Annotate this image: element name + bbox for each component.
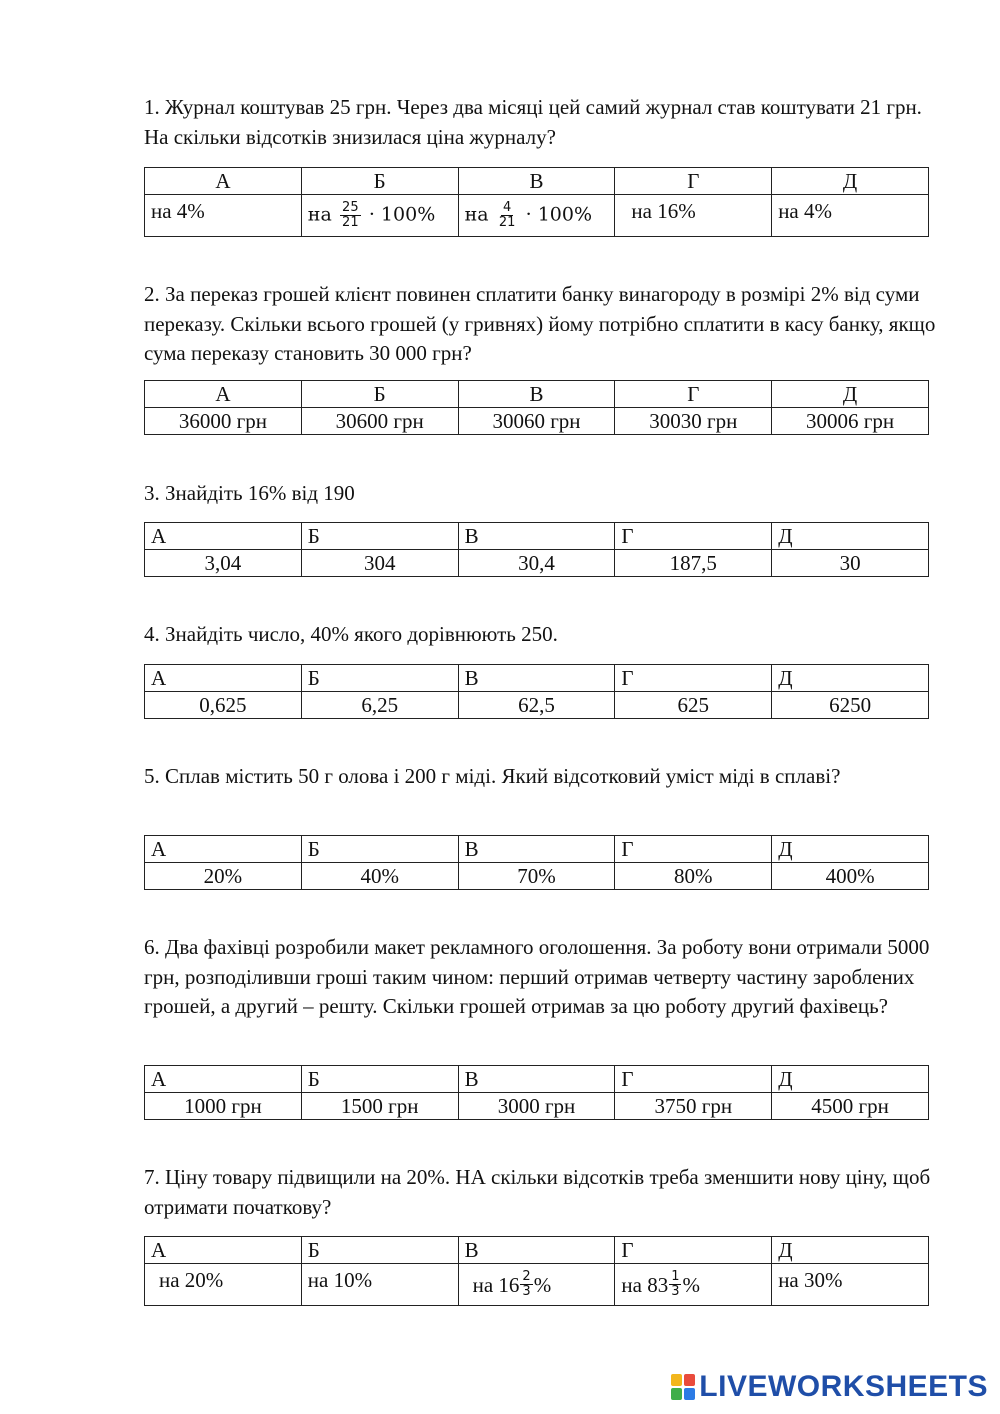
option-g-value[interactable]: 625: [615, 692, 772, 719]
question-2-text: 2. За переказ грошей клієнт повинен сплатити банку винагороду в розмірі 2% від суми переказу. Скільки всього грошей (у гривнях) йому потрібно сплатити в касу банку, якщо сума переказу становить 30 000 грн?: [144, 282, 936, 365]
option-g-header: Г: [615, 1066, 772, 1093]
option-a-header: А: [145, 1237, 302, 1264]
option-a-header: А: [145, 665, 302, 692]
liveworksheets-logo-text: LIVEWORKSHEETS: [699, 1370, 988, 1403]
option-g-header: Г: [615, 836, 772, 863]
question-1-answers: [144, 167, 929, 237]
option-a-header: А: [145, 836, 302, 863]
option-d-header: Д: [772, 1237, 929, 1264]
option-v-value[interactable]: 30060 грн: [458, 408, 615, 435]
option-b-header: Б: [301, 836, 458, 863]
option-g-value[interactable]: 30030 грн: [615, 408, 772, 435]
option-v-value[interactable]: 3000 грн: [458, 1093, 615, 1120]
mixed-number-83-1-3: на 83 $\frac{1}{3}$ %: [621, 1269, 700, 1299]
option-g-header: Г: [615, 381, 772, 408]
option-g-value[interactable]: 3750 грн: [615, 1093, 772, 1120]
option-b-prefix: на: [307, 203, 332, 226]
option-v-value[interactable]: [458, 1264, 615, 1306]
liveworksheets-logo-icon: [671, 1374, 695, 1400]
logo-square-blue: [684, 1388, 695, 1400]
question-6-text: 6. Два фахівці розробили макет рекламного оголошення. За роботу вони отримали 5000 грн, розподіливши гроші таким чином: перший отримав четверту частину зароблених грошей, а другий – решту. Скільки грошей отримав за цю роботу другий фахівець?: [144, 935, 930, 1018]
question-5-answers: [144, 835, 929, 890]
option-b-header: Б: [301, 1237, 458, 1264]
option-b-value[interactable]: 1500 грн: [301, 1093, 458, 1120]
option-g-header: Г: [615, 523, 772, 550]
option-a-value[interactable]: 36000 грн: [145, 408, 302, 435]
logo-square-green: [671, 1388, 682, 1400]
option-g-header: Г: [615, 168, 772, 195]
liveworksheets-logo: [671, 1370, 988, 1404]
option-v-value[interactable]: 30,4: [458, 550, 615, 577]
option-g-header: Г: [615, 1237, 772, 1264]
option-b-value[interactable]: на 10%: [301, 1264, 458, 1306]
option-d-value[interactable]: 4500 грн: [772, 1093, 929, 1120]
question-1-text: 1. Журнал коштував 25 грн. Через два місяці цей самий журнал став коштувати 21 грн. На скільки відсотків знизилася ціна журналу?: [144, 95, 922, 149]
option-g-header: Г: [615, 665, 772, 692]
option-d-header: Д: [772, 381, 929, 408]
option-v-prefix: на: [464, 203, 489, 226]
option-v-value[interactable]: 62,5: [458, 692, 615, 719]
option-d-value[interactable]: 400%: [772, 863, 929, 890]
option-v-header: В: [458, 523, 615, 550]
fraction-25-21: $\frac{25}{21}$: [342, 200, 359, 230]
option-a-value[interactable]: 3,04: [145, 550, 302, 577]
option-v-header: В: [458, 1237, 615, 1264]
option-a-value[interactable]: 1000 грн: [145, 1093, 302, 1120]
option-d-value[interactable]: 30006 грн: [772, 408, 929, 435]
mixed-number-16-2-3: на 16 $\frac{2}{3}$ %: [472, 1269, 552, 1299]
question-5-text: 5. Сплав містить 50 г олова і 200 г міді. Який відсотковий уміст міді в сплаві?: [144, 764, 841, 788]
option-g-value[interactable]: 187,5: [615, 550, 772, 577]
question-2-answers: [144, 380, 929, 435]
option-v-header: В: [458, 381, 615, 408]
fraction-4-21: $\frac{4}{21}$: [498, 200, 516, 230]
option-b-header: Б: [301, 1066, 458, 1093]
option-b-header: Б: [301, 381, 458, 408]
option-g-value[interactable]: на 16%: [615, 195, 772, 237]
question-6-answers: [144, 1065, 929, 1120]
option-b-value[interactable]: 6,25: [301, 692, 458, 719]
option-v-header: В: [458, 665, 615, 692]
logo-square-yellow: [671, 1374, 682, 1386]
option-v-suffix: · 100%: [525, 203, 593, 226]
option-b-value[interactable]: 30600 грн: [301, 408, 458, 435]
option-b-suffix: · 100%: [368, 203, 436, 226]
option-a-header: А: [145, 168, 302, 195]
question-7-text: 7. Ціну товару підвищили на 20%. НА скільки відсотків треба зменшити нову ціну, щоб отримати початкову?: [144, 1165, 931, 1219]
option-d-value[interactable]: 6250: [772, 692, 929, 719]
option-v-header: В: [458, 836, 615, 863]
question-3-answers: [144, 522, 929, 577]
option-a-header: А: [145, 1066, 302, 1093]
option-g-value[interactable]: 80%: [615, 863, 772, 890]
option-v-header: В: [458, 1066, 615, 1093]
question-4-text: 4. Знайдіть число, 40% якого дорівнюють 250.: [144, 622, 558, 646]
option-b-value[interactable]: 40%: [301, 863, 458, 890]
option-a-header: А: [145, 381, 302, 408]
option-a-value[interactable]: на 20%: [145, 1264, 302, 1306]
option-b-header: Б: [301, 168, 458, 195]
option-b-value[interactable]: [301, 195, 458, 237]
logo-square-red: [684, 1374, 695, 1386]
option-d-value[interactable]: 30: [772, 550, 929, 577]
option-d-header: Д: [772, 523, 929, 550]
option-d-header: Д: [772, 665, 929, 692]
option-v-value[interactable]: [458, 195, 615, 237]
option-v-value[interactable]: 70%: [458, 863, 615, 890]
option-a-value[interactable]: 20%: [145, 863, 302, 890]
option-a-value[interactable]: на 4%: [145, 195, 302, 237]
question-3-text: 3. Знайдіть 16% від 190: [144, 481, 355, 505]
option-a-header: А: [145, 523, 302, 550]
option-d-value[interactable]: на 4%: [772, 195, 929, 237]
option-v-header: В: [458, 168, 615, 195]
option-d-header: Д: [772, 836, 929, 863]
question-4-answers: [144, 664, 929, 719]
option-d-value[interactable]: на 30%: [772, 1264, 929, 1306]
option-d-header: Д: [772, 168, 929, 195]
option-g-value[interactable]: [615, 1264, 772, 1306]
question-7-answers: [144, 1236, 929, 1306]
option-b-header: Б: [301, 523, 458, 550]
option-d-header: Д: [772, 1066, 929, 1093]
option-b-value[interactable]: 304: [301, 550, 458, 577]
option-a-value[interactable]: 0,625: [145, 692, 302, 719]
option-b-header: Б: [301, 665, 458, 692]
